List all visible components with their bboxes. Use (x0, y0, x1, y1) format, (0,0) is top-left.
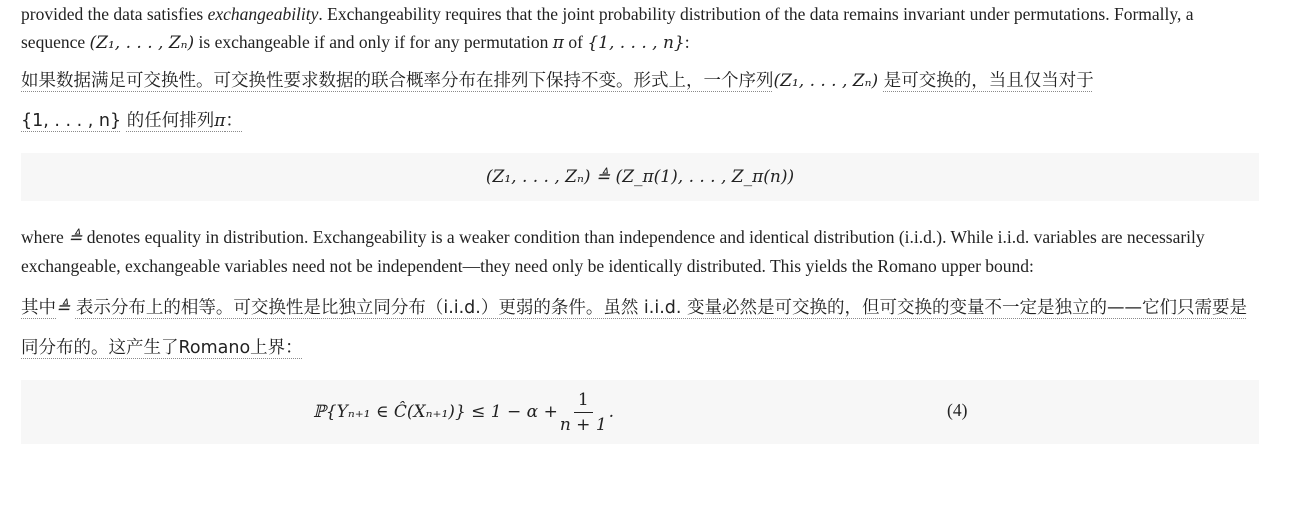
math-sequence-zh: (Z₁, . . . , Zₙ) (773, 71, 879, 91)
math-sequence: (Z₁, . . . , Zₙ) (89, 33, 195, 53)
equation-exchangeability (21, 153, 1259, 201)
equation-romano-formula (313, 384, 614, 440)
paragraph-romano-en: where ≜ denotes equality in distribution. Exchangeability is a weaker condition than independence and identical distribution (i.i.d.). While i.i.d. variables are necessarily exchangeable, exchangeable variables need not be independent—they need only be identically distributed. This yields the Romano upper bound: (21, 227, 1205, 276)
equation-exchangeability-text: (Z₁, . . . , Zₙ) ≜ (Z_π(1), . . . , Z_π(n)) (485, 167, 795, 187)
math-index-set-zh: {1, . . . , n} (21, 111, 122, 131)
equal-in-distribution-symbol: ≜ (68, 228, 83, 248)
equation-number: (4) (947, 400, 968, 420)
math-index-set: {1, . . . , n} (587, 33, 685, 53)
fraction-numerator: 1 (574, 390, 593, 413)
paper-page (21, 0, 1259, 444)
romano-end: . (608, 402, 615, 422)
paragraph-romano-zh: 其中≜ 表示分布上的相等。可交换性是比独立同分布（i.i.d.）更弱的条件。虽然 i.i.d. 变量必然是可交换的，但可交换的变量不一定是独立的——它们只需要是同分布的。这产生了Romano上界： (21, 298, 1247, 358)
math-pi-zh: π (214, 111, 226, 131)
paragraph-exchangeability-en: provided the data satisfies exchangeability. Exchangeability requires that the joint probability distribution of the data remains invariant under permutations. Formally, a sequence (Z₁, . . . , Zₙ) is exchangeable if and only if for any permutation π of {1, . . . , n}: (21, 4, 1194, 53)
romano-fraction (560, 390, 607, 435)
paragraph-exchangeability-zh: 如果数据满足可交换性。可交换性要求数据的联合概率分布在排列下保持不变。形式上，一个序列(Z₁, . . . , Zₙ) 是可交换的，当且仅当对于 {1, . . . , n} 的任何排列π： (21, 71, 1094, 131)
equation-romano-bound (21, 380, 1259, 444)
fraction-denominator: n + 1 (559, 414, 607, 435)
romano-lhs: ℙ{Yₙ₊₁ ∈ Ĉ(Xₙ₊₁)} ≤ 1 − α + (313, 402, 558, 422)
emphasis-exchangeability: exchangeability (207, 4, 319, 24)
math-pi: π (552, 33, 564, 53)
equal-in-distribution-symbol-zh: ≜ (56, 298, 71, 318)
